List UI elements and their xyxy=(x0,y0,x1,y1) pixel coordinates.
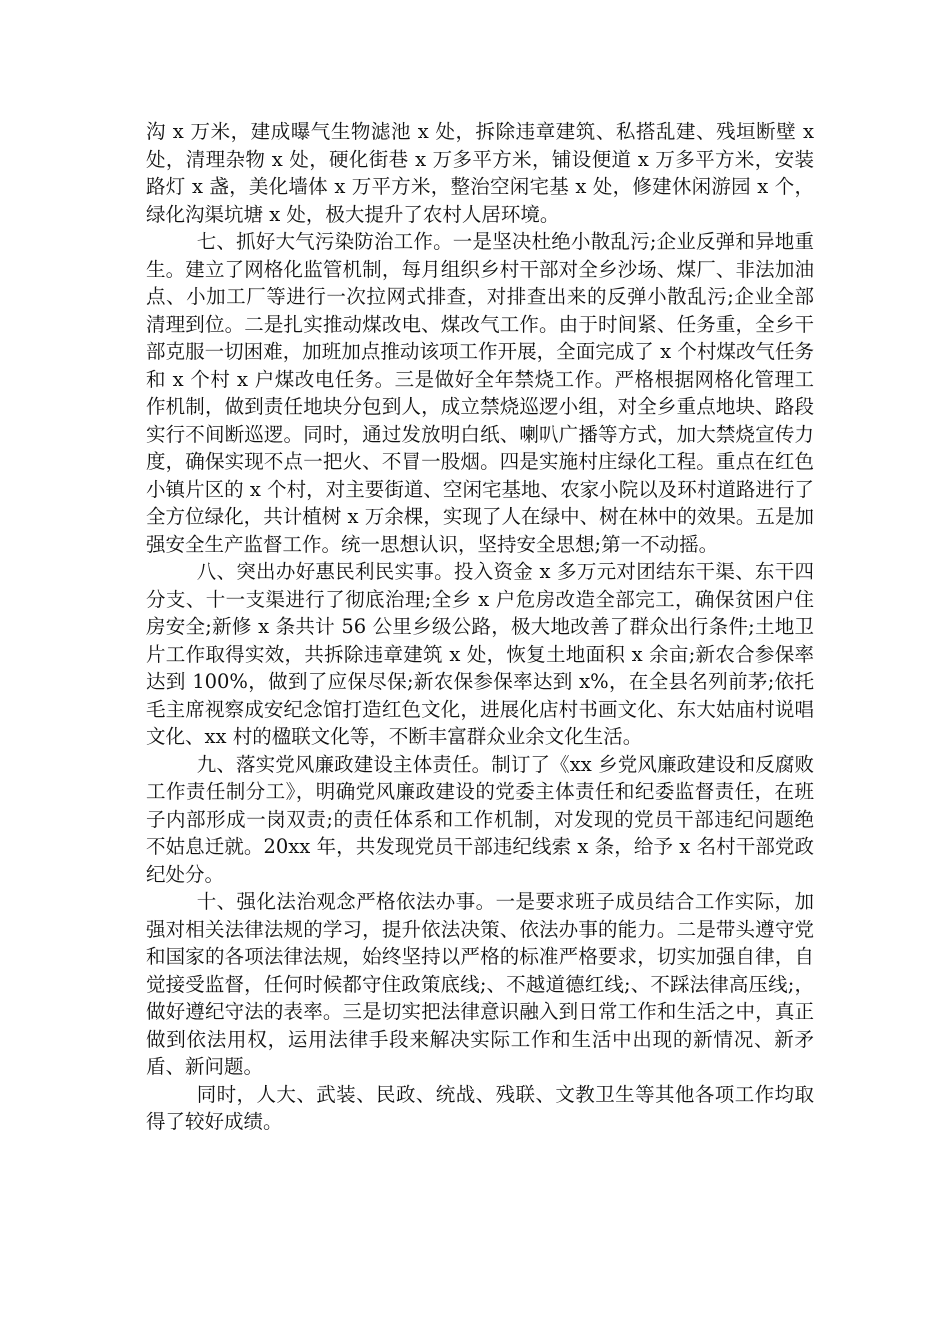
paragraph-village-environment: 沟 x 万米，建成曝气生物滤池 x 处，拆除违章建筑、私搭乱建、残垣断壁 x 处，清理杂物 x 处，硬化街巷 x 万多平方米，铺设便道 x 万多平方米，安装路灯 x 盏，美化墙体 x 万平方米，整治空闲宅基 x 处，修建休闲游园 x 个，绿化沟渠坑塘 x 处，极大提升了农村人居环境。 xyxy=(146,120,814,226)
document-body xyxy=(146,118,814,1136)
paragraph-rule-of-law: 十、强化法治观念严格依法办事。一是要求班子成员结合工作实际，加强对相关法律法规的学习，提升依法决策、依法办事的能力。二是带头遵守党和国家的各项法律法规，始终坚持以严格的标准严格要求，切实加强自律，自觉接受监督，任何时候都守住政策底线;、不越道德红线;、不踩法律高压线;，做好遵纪守法的表率。三是切实把法律意识融入到日常工作和生活之中，真正做到依法用权，运用法律手段来解决实际工作和生活中出现的新情况、新矛盾、新问题。 xyxy=(146,890,814,1078)
paragraph-livelihood-projects: 八、突出办好惠民利民实事。投入资金 x 多万元对团结东干渠、东干四分支、十一支渠进行了彻底治理;全乡 x 户危房改造全部完工，确保贫困户住房安全;新修 x 条共计 56 公里乡级公路，极大地改善了群众出行条件;土地卫片工作取得实效，共拆除违章建筑 x 处，恢复土地面积 x 余亩;新农合参保率达到 100%，做到了应保尽保;新农保参保率达到 x%，在全县名列前茅;依托毛主席视察成安纪念馆打造红色文化，进展化店村书画文化、东大姑庙村说唱文化、xx 村的楹联文化等，不断丰富群众业余文化生活。 xyxy=(146,560,814,748)
paragraph-air-pollution: 七、抓好大气污染防治工作。一是坚决杜绝小散乱污;企业反弹和异地重生。建立了网格化监管机制，每月组织乡村干部对全乡沙场、煤厂、非法加油点、小加工厂等进行一次拉网式排查，对排查出来的反弹小散乱污;企业全部清理到位。二是扎实推动煤改电、煤改气工作。由于时间紧、任务重，全乡干部克服一切困难，加班加点推动该项工作开展，全面完成了 x 个村煤改气任务和 x 个村 x 户煤改电任务。三是做好全年禁烧工作。严格根据网格化管理工作机制，做到责任地块分包到人，成立禁烧巡逻小组，对全乡重点地块、路段实行不间断巡逻。同时，通过发放明白纸、喇叭广播等方式，加大禁烧宣传力度，确保实现不点一把火、不冒一股烟。四是实施村庄绿化工程。重点在红色小镇片区的 x 个村，对主要街道、空闲宅基地、农家小院以及环村道路进行了全方位绿化，共计植树 x 万余棵，实现了人在绿中、树在林中的效果。五是加强安全生产监督工作。统一思想认识，坚持安全思想;第一不动摇。 xyxy=(146,230,814,556)
paragraph-other-work: 同时，人大、武装、民政、统战、残联、文教卫生等其他各项工作均取得了较好成绩。 xyxy=(146,1082,814,1133)
paragraph-party-integrity: 九、落实党风廉政建设主体责任。制订了《xx 乡党风廉政建设和反腐败工作责任制分工》，明确党风廉政建设的党委主体责任和纪委监督责任，在班子内部形成一岗双责;的责任体系和工作机制，对发现的党员干部违纪问题绝不姑息迁就。20xx 年，共发现党员干部违纪线索 x 条，给予 x 名村干部党政纪处分。 xyxy=(146,752,814,886)
